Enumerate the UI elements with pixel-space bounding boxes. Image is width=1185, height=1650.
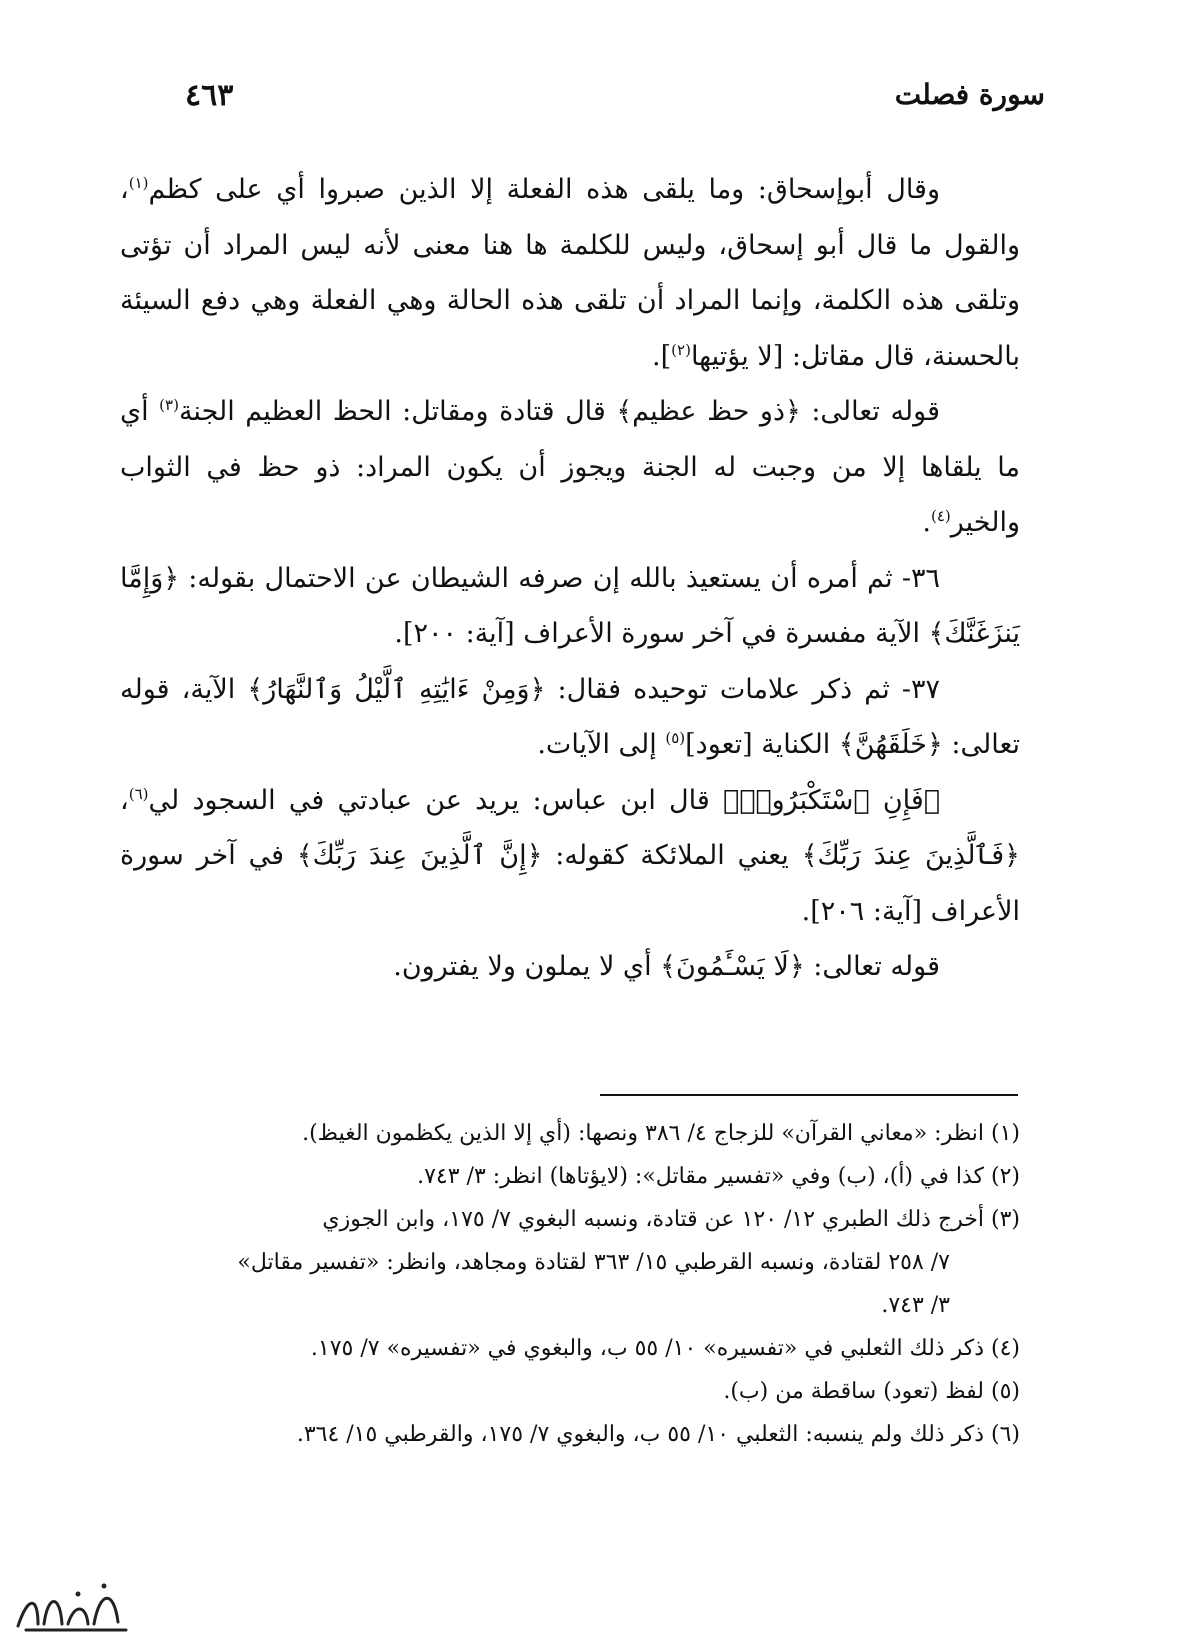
- page-number: ٤٦٣: [185, 78, 234, 113]
- footnote-ref-3: (٣): [159, 396, 179, 414]
- paragraph-1-text-end: ].: [652, 340, 672, 372]
- page-header: [185, 78, 1045, 128]
- paragraph-1-text: وقال أبوإسحاق: وما يلقى هذه الفعلة إلا الذين صبروا أي على كظم: [148, 174, 940, 205]
- paragraph-2-text-cont: أي ما يلقاها إلا من وجبت له الجنة ويجوز أن يكون المراد: ذو حظ في الثواب والخير: [120, 396, 1020, 538]
- footnote-5: (٥) لفظ (تعود) ساقطة من (ب).: [723, 1379, 1020, 1404]
- footnote-2: (٢) كذا في (أ)، (ب) وفي «تفسير مقاتل»: (لايؤتاها) انظر: ٣/ ٧٤٣.: [417, 1164, 1020, 1189]
- paragraph-6-text: قوله تعالى: ﴿لَا يَسْـَٔمُونَ﴾ أي لا يملون ولا يفترون.: [393, 951, 940, 982]
- paragraph-2-text: قوله تعالى: ﴿ذو حظ عظيم﴾ قال قتادة ومقاتل: الحظ العظيم الجنة: [178, 396, 941, 427]
- footnote-3-line-2: ٧/ ٢٥٨ لقتادة، ونسبه القرطبي ١٥/ ٣٦٣ لقتادة ومجاهد، وانظر: «تفسير مقاتل»: [237, 1250, 950, 1275]
- footnote-ref-5: (٥): [665, 729, 686, 747]
- footnote-ref-4: (٤): [930, 507, 951, 525]
- paragraph-5-text-cont: ، ﴿فَٱلَّذِينَ عِندَ رَبِّكَ﴾ يعني الملائكة كقوله: ﴿إِنَّ ٱلَّذِينَ عِندَ رَبِّكَ﴾ في آخر سورة الأعراف [آية: ٢٠٦].: [120, 784, 1020, 927]
- paragraph-4-text: ٣٧- ثم ذكر علامات توحيده فقال: ﴿وَمِنْ ءَايَٰتِهِ ٱلَّيْلُ وَٱلنَّهَارُ﴾ الآية، قوله تعالى: ﴿خَلَقَهُنَّ﴾ الكناية [تعود]: [120, 673, 1020, 760]
- footnote-separator: [600, 1094, 1018, 1096]
- footnote-1: (١) انظر: «معاني القرآن» للزجاج ٤/ ٣٨٦ ونصها: (أي إلا الذين يكظمون الغيظ).: [302, 1121, 1020, 1146]
- paragraph-3: [120, 551, 1020, 662]
- footnote-6: (٦) ذكر ذلك ولم ينسبه: الثعلبي ١٠/ ٥٥ ب، والبغوي ٧/ ١٧٥، والقرطبي ١٥/ ٣٦٤.: [296, 1422, 1020, 1447]
- paragraph-3-text: ٣٦- ثم أمره أن يستعيذ بالله إن صرفه الشيطان عن الاحتمال بقوله: ﴿وَإِمَّا يَنزَغَنَّكَ﴾ الآية مفسرة في آخر سورة الأعراف [آية: ٢٠٠].: [120, 562, 1020, 649]
- footnote-4: (٤) ذكر ذلك الثعلبي في «تفسيره» ١٠/ ٥٥ ب، والبغوي في «تفسيره» ٧/ ١٧٥.: [310, 1336, 1020, 1361]
- paragraph-1-text-cont: ، والقول ما قال أبو إسحاق، وليس للكلمة ها هنا معنى لأنه ليس المراد أن تؤتى وتلقى هذه الكلمة، وإنما المراد أن تلقى هذه الحالة وهي الفعلة وهي دفع السيئة بالحسنة، قال مقاتل: [لا يؤتيها: [120, 174, 1020, 372]
- paragraph-4-text-cont: إلى الآيات.: [537, 729, 666, 760]
- main-text: [120, 162, 1020, 995]
- paragraph-1: [120, 162, 1020, 384]
- sura-title: سورة فصلت: [894, 78, 1045, 111]
- paragraph-2: [120, 384, 1020, 551]
- footnote-ref-6: (٦): [128, 784, 149, 803]
- paragraph-6: [120, 939, 1020, 995]
- footnote-ref-2: (٢): [671, 340, 691, 359]
- publisher-logo-icon: [8, 1576, 138, 1638]
- paragraph-2-text-end: .: [922, 507, 931, 538]
- footnote-3: (٣) أخرج ذلك الطبري ١٢/ ١٢٠ عن قتادة، ونسبه البغوي ٧/ ١٧٥، وابن الجوزي: [322, 1207, 1020, 1232]
- footnote-3-line-3: ٣/ ٧٤٣.: [881, 1293, 950, 1318]
- paragraph-4: [120, 662, 1020, 773]
- footnotes: [120, 1112, 1020, 1456]
- paragraph-5: [120, 773, 1020, 940]
- paragraph-5-text: ﴿فَإِنِ ٱسْتَكْبَرُوا۟﴾ قال ابن عباس: يريد عن عبادتي في السجود لي: [148, 784, 940, 816]
- footnote-ref-1: (١): [128, 174, 149, 192]
